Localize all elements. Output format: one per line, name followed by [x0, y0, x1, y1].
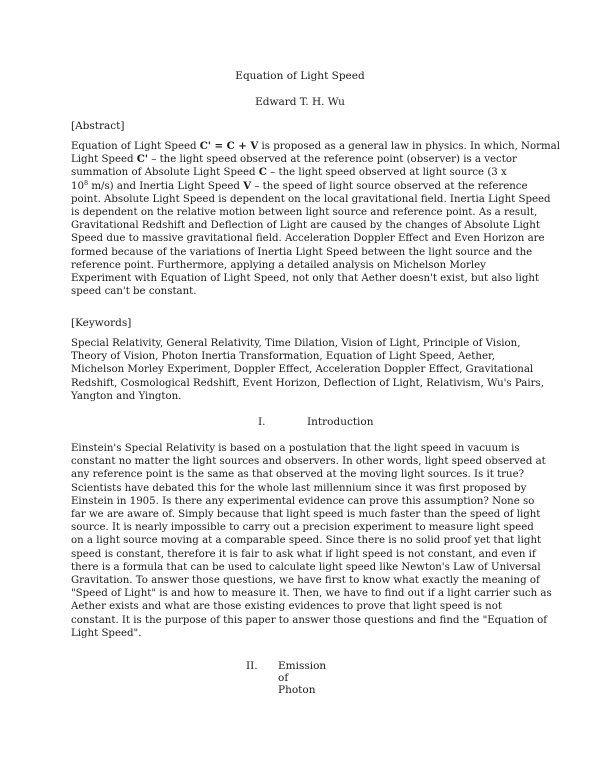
intro-line: any reference point is the same as that observed at the moving light sources. Is it true?	[71, 469, 525, 481]
intro-line: Gravitation. To answer those questions, we have first to know what exactly the meaning of	[71, 575, 540, 587]
intro-line: far we are aware of. Simply because that light speed is much faster than the speed of light	[71, 509, 541, 521]
intro-line: Einstein in 1905. Is there any experimental evidence can prove this assumption? None so	[71, 495, 535, 507]
keywords-line: Theory of Vision, Photon Inertia Transformation, Equation of Light Speed, Aether,	[71, 351, 495, 363]
abstract-paragraph	[71, 140, 560, 298]
section-title: Introduction	[307, 416, 374, 428]
intro-line: Scientists have debated this for the whole last millennium since it was first proposed by	[71, 482, 527, 494]
introduction-paragraph	[71, 442, 552, 640]
abstract-line: Gravitational Redshift and Deflection of Light are caused by the changes of Absolute Light	[71, 220, 540, 232]
abstract-line: Light Speed C' – the light speed observed at the reference point (observer) is a vector	[71, 153, 517, 166]
abstract-line: speed can't be constant.	[71, 286, 197, 298]
intro-line: "Speed of Light" is and how to measure it. Then, we have to find out if a light carrier such as	[71, 588, 552, 600]
intro-line: on a light source moving at a comparable speed. Since there is no solid proof yet that light	[71, 535, 542, 547]
abstract-line: Speed due to massive gravitational field. Acceleration Doppler Effect and Even Horizon are	[71, 233, 545, 245]
abstract-line: point. Absolute Light Speed is dependent on the local gravitational field. Inertia Light Speed	[71, 193, 551, 205]
keywords-paragraph	[71, 337, 544, 403]
paper-title: Equation of Light Speed	[235, 70, 365, 82]
intro-line: Einstein's Special Relativity is based on a postulation that the light speed in vacuum is	[71, 443, 520, 454]
abstract-line: formed because of the variations of Inertia Light Speed between the light source and the	[71, 246, 533, 258]
intro-line: speed is constant, therefore it is fair to ask what if light speed is not constant, and even if	[71, 548, 536, 560]
section-number: II.	[246, 660, 258, 672]
keywords-line: Yangton and Yington.	[71, 390, 182, 402]
abstract-line: summation of Absolute Light Speed C – the light speed observed at light source (3 x	[71, 166, 507, 179]
intro-line: Aether exists and what are those existing evidences to prove that light speed is not	[71, 601, 502, 613]
paper-author: Edward T. H. Wu	[255, 96, 345, 108]
intro-line: source. It is nearly impossible to carry out a precision experiment to measure light speed	[71, 522, 534, 534]
intro-line: constant. It is the purpose of this paper to answer those questions and find the "Equation of	[71, 614, 548, 626]
abstract-label: [Abstract]	[71, 120, 125, 132]
keywords-line: Michelson Morley Experiment, Doppler Effect, Acceleration Doppler Effect, Gravitational	[71, 364, 534, 376]
keywords-label: [Keywords]	[71, 317, 132, 329]
abstract-line: Equation of Light Speed C' = C + V is proposed as a general law in physics. In which, Normal	[71, 140, 560, 152]
intro-line: there is a formula that can be used to calculate light speed like Newton's Law of Universal	[71, 561, 541, 573]
abstract-line: $10^8$ m/s) and Inertia Light Speed V – the speed of light source observed at the reference	[71, 178, 528, 192]
intro-line: constant no matter the light sources and observers. In other words, light speed observed at	[71, 456, 546, 468]
keywords-line: Redshift, Cosmological Redshift, Event Horizon, Deflection of Light, Relativism, Wu's Pairs,	[71, 377, 544, 389]
section-title: Emission of Photon	[278, 660, 327, 696]
abstract-line: Experiment with Equation of Light Speed, not only that Aether doesn't exist, but also light	[71, 273, 540, 285]
intro-line: Light Speed".	[71, 627, 142, 639]
abstract-line: is dependent on the relative motion between light source and reference point. As a result,	[71, 207, 538, 219]
abstract-line: reference point. Furthermore, applying a detailed analysis on Michelson Morley	[71, 259, 486, 271]
section-number: I.	[258, 416, 266, 428]
keywords-line: Special Relativity, General Relativity, Time Dilation, Vision of Light, Principle of Vision,	[71, 338, 521, 349]
